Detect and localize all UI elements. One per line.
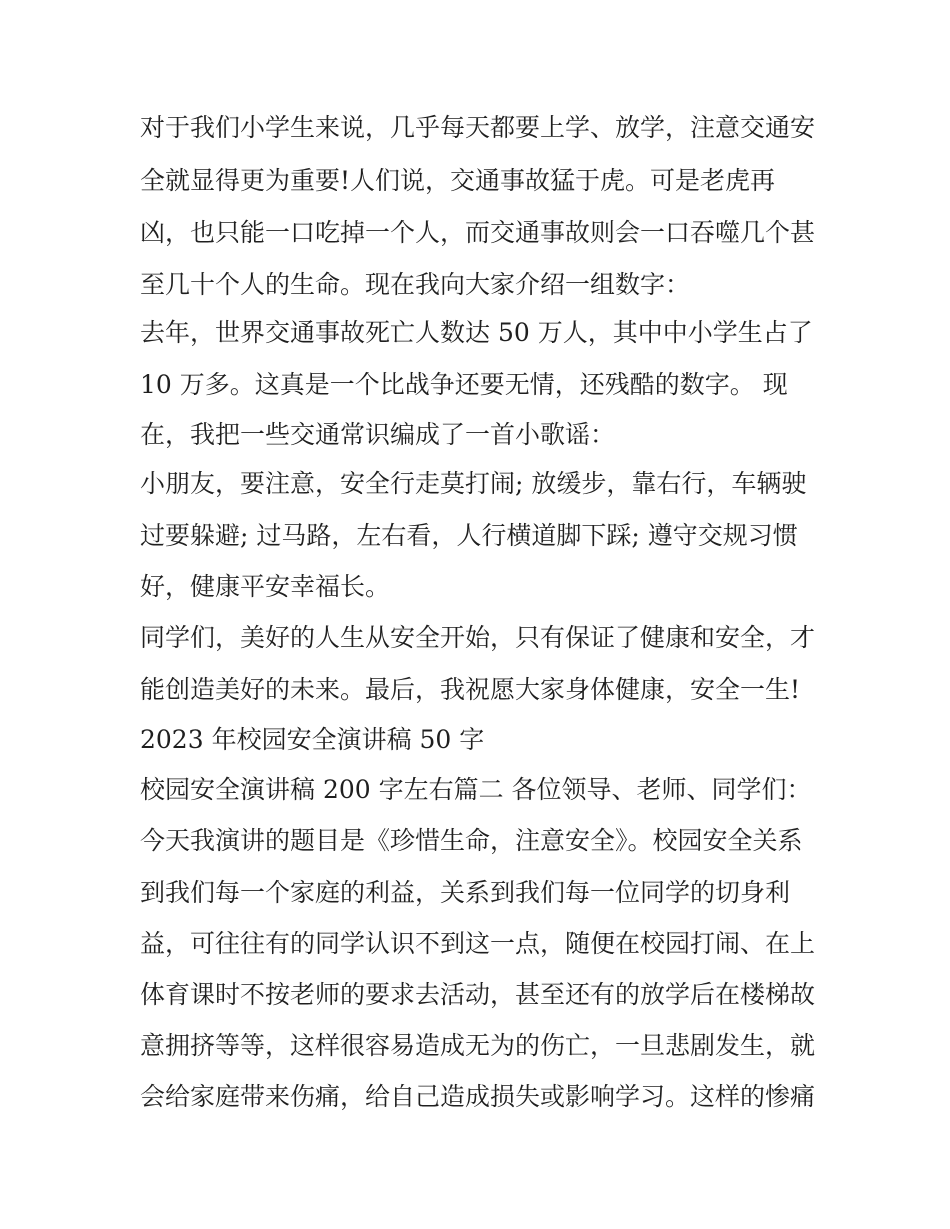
document-heading: 2023 年校园安全演讲稿 50 字 (140, 725, 485, 754)
text-line: 对于我们小学生来说，几乎每天都要上学、放学，注意交通安 (140, 113, 816, 142)
text-line: 会给家庭带来伤痛，给自己造成损失或影响学习。这样的惨痛 (140, 1082, 816, 1111)
text-line: 去年，世界交通事故死亡人数达 50 万人，其中中小学生占了 (140, 318, 813, 347)
text-line: 益，可往往有的同学认识不到这一点，随便在校园打闹、在上 (140, 929, 816, 958)
text-line: 同学们，美好的人生从安全开始，只有保证了健康和安全，才 (140, 623, 816, 652)
text-line: 凶，也只能一口吃掉一个人，而交通事故则会一口吞噬几个甚 (140, 218, 816, 247)
text-line: 至几十个人的生命。现在我向大家介绍一组数字： (140, 270, 691, 299)
text-line: 体育课时不按老师的要求去活动，甚至还有的放学后在楼梯故 (140, 980, 816, 1009)
text-line: 10 万多。这真是一个比战争还要无情，还残酷的数字。 现 (140, 370, 788, 399)
text-line: 小朋友，要注意，安全行走莫打闹; 放缓步，靠右行，车辆驶 (140, 469, 807, 498)
text-line: 在，我把一些交通常识编成了一首小歌谣： (140, 420, 616, 449)
text-line: 能创造美好的未来。最后，我祝愿大家身体健康，安全一生! (140, 675, 801, 704)
text-line: 全就显得更为重要!人们说，交通事故猛于虎。可是老虎再 (140, 166, 776, 195)
text-line: 好，健康平安幸福长。 (140, 572, 391, 601)
text-line: 意拥挤等等，这样很容易造成无为的伤亡，一旦悲剧发生，就 (140, 1031, 816, 1060)
text-line: 到我们每一个家庭的利益，关系到我们每一位同学的切身利 (140, 878, 791, 907)
text-line: 今天我演讲的题目是《珍惜生命，注意安全》。校园安全关系 (140, 826, 803, 855)
text-line: 校园安全演讲稿 200 字左右篇二 各位领导、老师、同学们： (140, 775, 812, 804)
text-line: 过要躲避; 过马路，左右看，人行横道脚下踩; 遵守交规习惯 (140, 521, 798, 550)
